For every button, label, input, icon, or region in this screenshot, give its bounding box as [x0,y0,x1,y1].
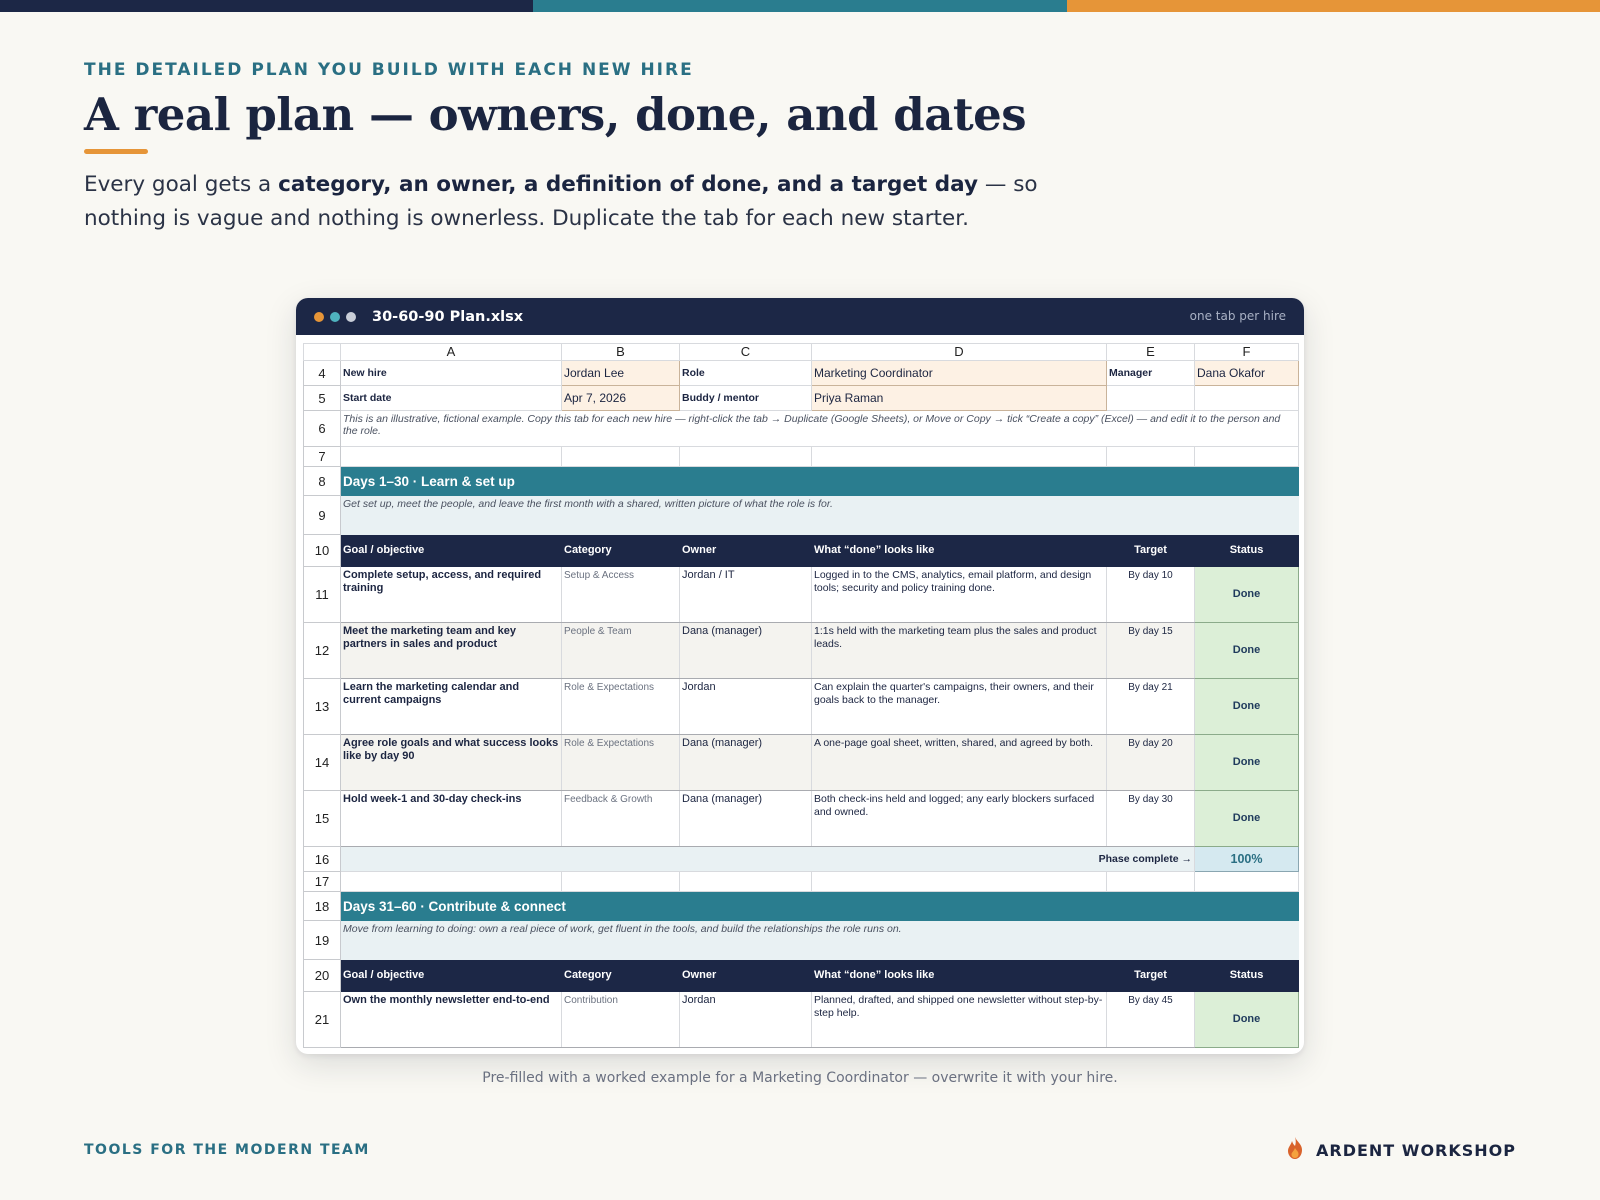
row-header[interactable]: 16 [304,847,341,872]
row-header[interactable]: 15 [304,791,341,847]
buddy-label[interactable]: Buddy / mentor [680,386,812,411]
status-cell[interactable]: Done [1195,791,1299,847]
header-target[interactable]: Target [1107,535,1195,567]
row-header[interactable]: 7 [304,447,341,467]
phase-2-note[interactable]: Move from learning to doing: own a real piece of work, get fluent in the tools, and build the relationships the role runs on. [341,921,1299,960]
phase-2-note-row [304,921,1299,960]
target-cell[interactable]: By day 10 [1107,567,1195,623]
row-header[interactable]: 17 [304,872,341,892]
done-definition-cell[interactable]: Planned, drafted, and shipped one newsletter without step-by-step help. [812,992,1107,1048]
flame-icon [1284,1136,1306,1164]
column-header-row [304,344,1299,361]
empty-cell[interactable] [812,872,1107,892]
category-cell[interactable]: Feedback & Growth [562,791,680,847]
target-cell[interactable]: By day 15 [1107,623,1195,679]
empty-cell[interactable] [562,447,680,467]
row-header[interactable]: 12 [304,623,341,679]
window-dot-orange[interactable] [314,312,324,322]
category-cell[interactable]: Role & Expectations [562,735,680,791]
goal-row [304,679,1299,735]
row-header[interactable]: 21 [304,992,341,1048]
window-dot-teal[interactable] [330,312,340,322]
lede-bold: category, an owner, a definition of done, and a target day [278,172,979,197]
done-definition-cell[interactable]: Both check-ins held and logged; any early blockers surfaced and owned. [812,791,1107,847]
owner-cell[interactable]: Dana (manager) [680,735,812,791]
row-header[interactable]: 6 [304,411,341,447]
owner-cell[interactable]: Jordan [680,679,812,735]
goal-row [304,567,1299,623]
empty-cell[interactable] [1107,447,1195,467]
top-bar-teal [533,0,1066,12]
manager-cell[interactable]: Dana Okafor [1195,361,1299,386]
title-underline [84,149,148,154]
info-row-note [304,411,1299,447]
empty-cell[interactable] [680,872,812,892]
header-category[interactable]: Category [562,535,680,567]
start-date-cell[interactable]: Apr 7, 2026 [562,386,680,411]
eyebrow: THE DETAILED PLAN YOU BUILD WITH EACH NEW HIRE [84,60,694,80]
phase-1-title[interactable]: Days 1–30 · Learn & set up [341,467,1299,496]
column-header-d[interactable]: D [812,344,1107,361]
row-header[interactable]: 14 [304,735,341,791]
row-header[interactable]: 18 [304,892,341,921]
lede-pre: Every goal gets a [84,172,279,197]
row-header[interactable]: 11 [304,567,341,623]
buddy-cell[interactable]: Priya Raman [812,386,1107,411]
manager-label[interactable]: Manager [1107,361,1195,386]
goal-row [304,623,1299,679]
row-header[interactable]: 5 [304,386,341,411]
status-cell[interactable]: Done [1195,992,1299,1048]
column-header-e[interactable]: E [1107,344,1195,361]
status-cell[interactable]: Done [1195,679,1299,735]
phase-1-note-row [304,496,1299,535]
owner-cell[interactable]: Jordan [680,992,812,1048]
header-target[interactable]: Target [1107,960,1195,992]
status-cell[interactable]: Done [1195,567,1299,623]
spreadsheet-window [296,298,1304,1054]
new-hire-label[interactable]: New hire [341,361,562,386]
header-goal[interactable]: Goal / objective [341,535,562,567]
phase-complete-value[interactable]: 100% [1195,847,1299,872]
brand-name: ARDENT WORKSHOP [1316,1140,1516,1160]
header-category[interactable]: Category [562,960,680,992]
goal-cell[interactable]: Meet the marketing team and key partners in sales and product [341,623,562,679]
top-color-bar [0,0,1600,12]
corner-cell [304,344,341,361]
phase-complete-label[interactable]: Phase complete → [341,847,1195,872]
goal-row [304,992,1299,1048]
goal-cell[interactable]: Hold week-1 and 30-day check-ins [341,791,562,847]
empty-cell[interactable] [562,872,680,892]
done-definition-cell[interactable]: Logged in to the CMS, analytics, email platform, and design tools; security and policy training done. [812,567,1107,623]
phase-2-title[interactable]: Days 31–60 · Contribute & connect [341,892,1299,921]
row-header[interactable]: 9 [304,496,341,535]
goal-row [304,735,1299,791]
status-cell[interactable]: Done [1195,735,1299,791]
top-bar-navy [0,0,533,12]
done-definition-cell[interactable]: 1:1s held with the marketing team plus the sales and product leads. [812,623,1107,679]
page-title: A real plan — owners, done, and dates [84,88,1027,141]
owner-cell[interactable]: Dana (manager) [680,791,812,847]
info-row-new-hire [304,361,1299,386]
row-header[interactable]: 8 [304,467,341,496]
row-header[interactable]: 10 [304,535,341,567]
row-header[interactable]: 13 [304,679,341,735]
window-titlebar [296,298,1304,335]
footer-tagline: TOOLS FOR THE MODERN TEAM [84,1142,370,1158]
role-label[interactable]: Role [680,361,812,386]
empty-cell[interactable] [341,447,562,467]
empty-cell[interactable] [680,447,812,467]
done-definition-cell[interactable]: Can explain the quarter's campaigns, their owners, and their goals back to the manager. [812,679,1107,735]
header-done[interactable]: What “done” looks like [812,535,1107,567]
phase-1-note[interactable]: Get set up, meet the people, and leave the first month with a shared, written picture of what the role is for. [341,496,1299,535]
window-dot-grey[interactable] [346,312,356,322]
start-date-label[interactable]: Start date [341,386,562,411]
new-hire-cell[interactable]: Jordan Lee [562,361,680,386]
category-cell[interactable]: Contribution [562,992,680,1048]
phase-2-header-row [304,960,1299,992]
phase-2-title-row [304,892,1299,921]
status-cell[interactable]: Done [1195,623,1299,679]
window-tag: one tab per hire [1189,309,1286,323]
phase-1-title-row [304,467,1299,496]
target-cell[interactable]: By day 20 [1107,735,1195,791]
header-done[interactable]: What “done” looks like [812,960,1107,992]
footer-brand [1284,1136,1516,1164]
row-header[interactable]: 20 [304,960,341,992]
category-cell[interactable]: Role & Expectations [562,679,680,735]
empty-cell[interactable] [1107,872,1195,892]
caption: Pre-filled with a worked example for a Marketing Coordinator — overwrite it with your hire. [482,1070,1118,1086]
empty-cell[interactable] [1195,447,1299,467]
info-row-start-date [304,386,1299,411]
phase-1-header-row [304,535,1299,567]
target-cell[interactable]: By day 30 [1107,791,1195,847]
copy-instructions-note[interactable]: This is an illustrative, fictional example. Copy this tab for each new hire — right-click the tab → Duplicate (Google Sheets), or Move or Copy → tick “Create a copy” (Excel) — and edit it to the person and the role. [341,411,1299,447]
row-header[interactable]: 4 [304,361,341,386]
header-owner[interactable]: Owner [680,535,812,567]
target-cell[interactable]: By day 45 [1107,992,1195,1048]
column-header-a[interactable]: A [341,344,562,361]
top-bar-orange [1067,0,1600,12]
lede-post: — so nothing is vague and nothing is ownerless. Duplicate the tab for each new starter. [84,172,1038,231]
blank-row [304,872,1299,892]
goal-cell[interactable]: Own the monthly newsletter end-to-end [341,992,562,1048]
goal-cell[interactable]: Complete setup, access, and required training [341,567,562,623]
target-cell[interactable]: By day 21 [1107,679,1195,735]
empty-cell[interactable] [1107,386,1195,411]
lede [84,168,1124,236]
empty-cell[interactable] [812,447,1107,467]
empty-cell[interactable] [341,872,562,892]
phase-1-summary-row [304,847,1299,872]
empty-cell[interactable] [1195,872,1299,892]
header-owner[interactable]: Owner [680,960,812,992]
blank-row [304,447,1299,467]
window-filename: 30-60-90 Plan.xlsx [372,308,524,325]
row-header[interactable]: 19 [304,921,341,960]
header-goal[interactable]: Goal / objective [341,960,562,992]
header-status[interactable]: Status [1195,960,1299,992]
goal-row [304,791,1299,847]
category-cell[interactable]: Setup & Access [562,567,680,623]
column-header-f[interactable]: F [1195,344,1299,361]
column-header-b[interactable]: B [562,344,680,361]
empty-cell[interactable] [1195,386,1299,411]
goal-cell[interactable]: Learn the marketing calendar and current campaigns [341,679,562,735]
role-cell[interactable]: Marketing Coordinator [812,361,1107,386]
category-cell[interactable]: People & Team [562,623,680,679]
column-header-c[interactable]: C [680,344,812,361]
goal-cell[interactable]: Agree role goals and what success looks like by day 90 [341,735,562,791]
header-status[interactable]: Status [1195,535,1299,567]
owner-cell[interactable]: Dana (manager) [680,623,812,679]
done-definition-cell[interactable]: A one-page goal sheet, written, shared, and agreed by both. [812,735,1107,791]
spreadsheet-grid [303,343,1299,1048]
owner-cell[interactable]: Jordan / IT [680,567,812,623]
